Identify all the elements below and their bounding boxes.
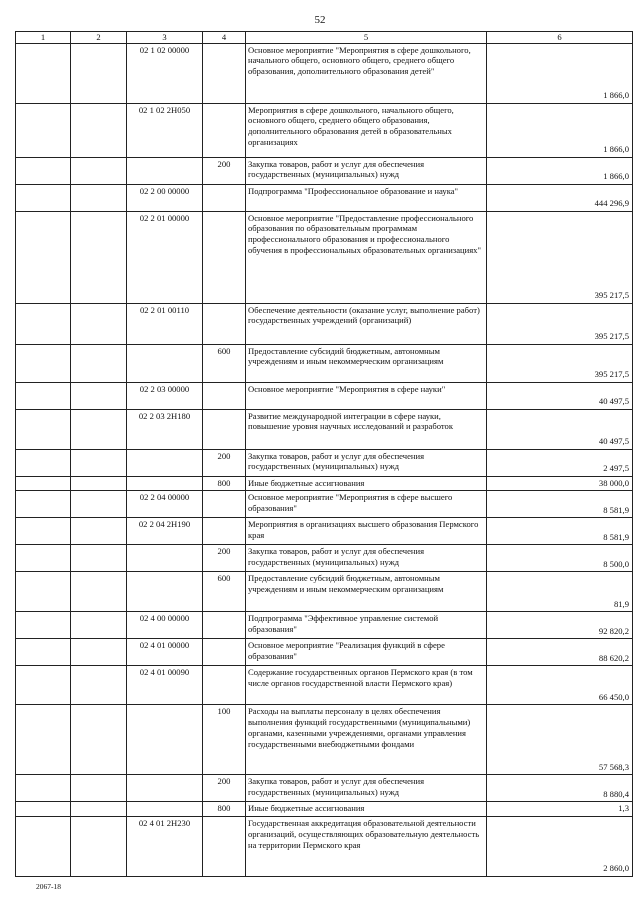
- budget-code-cell: [127, 705, 203, 775]
- col1-cell: [16, 817, 71, 877]
- expense-type-cell: 200: [203, 775, 246, 802]
- col1-cell: [16, 545, 71, 572]
- amount-cell: 92 820,2: [487, 612, 633, 639]
- budget-code-cell: 02 1 02 2Н050: [127, 103, 203, 157]
- col2-cell: [71, 545, 127, 572]
- table-row: [16, 157, 633, 184]
- col1-cell: [16, 802, 71, 817]
- item-name-cell: Основное мероприятие "Мероприятия в сфере высшего образования": [246, 491, 487, 518]
- amount-cell: 57 568,3: [487, 705, 633, 775]
- item-name-cell: Содержание государственных органов Пермского края (в том числе органов государственной власти Пермского края): [246, 666, 487, 705]
- expense-type-cell: [203, 303, 246, 344]
- item-name-cell: Государственная аккредитация образовательной деятельности организаций, осуществляющих образовательную деятельность на территории Пермского края: [246, 817, 487, 877]
- col1-cell: [16, 303, 71, 344]
- budget-code-cell: [127, 344, 203, 382]
- table-row: [16, 666, 633, 705]
- table-header: [16, 32, 633, 44]
- col2-cell: [71, 612, 127, 639]
- item-name-cell: Закупка товаров, работ и услуг для обеспечения государственных (муниципальных) нужд: [246, 545, 487, 572]
- item-name-cell: Расходы на выплаты персоналу в целях обеспечения выполнения функций государственными (муниципальными) органами, казенными учреждениями, органами управления государственными внебюджетными фондами: [246, 705, 487, 775]
- table-row: [16, 491, 633, 518]
- budget-code-cell: 02 2 04 2Н190: [127, 518, 203, 545]
- table-row: [16, 43, 633, 103]
- budget-code-cell: [127, 802, 203, 817]
- col2-cell: [71, 802, 127, 817]
- item-name-cell: Подпрограмма "Профессиональное образование и наука": [246, 184, 487, 211]
- budget-code-cell: [127, 545, 203, 572]
- expense-type-cell: [203, 409, 246, 449]
- budget-table: [15, 31, 633, 877]
- expense-type-cell: [203, 43, 246, 103]
- col2-cell: [71, 211, 127, 303]
- budget-code-cell: 02 4 01 00090: [127, 666, 203, 705]
- expense-type-cell: [203, 639, 246, 666]
- budget-code-cell: [127, 157, 203, 184]
- budget-code-cell: 02 2 04 00000: [127, 491, 203, 518]
- col2-cell: [71, 409, 127, 449]
- expense-type-cell: [203, 518, 246, 545]
- amount-cell: 444 296,9: [487, 184, 633, 211]
- header-col-2: 2: [71, 32, 127, 44]
- col2-cell: [71, 705, 127, 775]
- col1-cell: [16, 382, 71, 409]
- col2-cell: [71, 476, 127, 491]
- item-name-cell: Закупка товаров, работ и услуг для обеспечения государственных (муниципальных) нужд: [246, 449, 487, 476]
- header-col-1: 1: [16, 32, 71, 44]
- header-col-5: 5: [246, 32, 487, 44]
- col2-cell: [71, 817, 127, 877]
- col1-cell: [16, 476, 71, 491]
- item-name-cell: Основное мероприятие "Предоставление профессионального образования по образовательным программам профессионального образования и профессионального обучения в профессиональных образовательных организациях": [246, 211, 487, 303]
- col1-cell: [16, 449, 71, 476]
- budget-code-cell: [127, 775, 203, 802]
- amount-cell: 66 450,0: [487, 666, 633, 705]
- col2-cell: [71, 639, 127, 666]
- col1-cell: [16, 184, 71, 211]
- amount-cell: 1 866,0: [487, 43, 633, 103]
- item-name-cell: Закупка товаров, работ и услуг для обеспечения государственных (муниципальных) нужд: [246, 775, 487, 802]
- header-row: [16, 32, 633, 44]
- document-code: 2067-18: [36, 882, 61, 891]
- table-body: [16, 43, 633, 876]
- col1-cell: [16, 775, 71, 802]
- table-row: [16, 449, 633, 476]
- table-row: [16, 184, 633, 211]
- expense-type-cell: [203, 817, 246, 877]
- col2-cell: [71, 344, 127, 382]
- amount-cell: 395 217,5: [487, 344, 633, 382]
- col1-cell: [16, 572, 71, 612]
- item-name-cell: Закупка товаров, работ и услуг для обеспечения государственных (муниципальных) нужд: [246, 157, 487, 184]
- budget-code-cell: 02 2 01 00110: [127, 303, 203, 344]
- budget-code-cell: 02 2 03 2Н180: [127, 409, 203, 449]
- table-row: [16, 802, 633, 817]
- expense-type-cell: 100: [203, 705, 246, 775]
- expense-type-cell: [203, 382, 246, 409]
- budget-code-cell: 02 2 03 00000: [127, 382, 203, 409]
- col1-cell: [16, 344, 71, 382]
- item-name-cell: Иные бюджетные ассигнования: [246, 802, 487, 817]
- expense-type-cell: 200: [203, 157, 246, 184]
- table-row: [16, 817, 633, 877]
- budget-code-cell: [127, 476, 203, 491]
- table-row: [16, 476, 633, 491]
- col2-cell: [71, 666, 127, 705]
- expense-type-cell: 600: [203, 344, 246, 382]
- amount-cell: 88 620,2: [487, 639, 633, 666]
- header-col-4: 4: [203, 32, 246, 44]
- budget-code-cell: 02 4 00 00000: [127, 612, 203, 639]
- header-col-3: 3: [127, 32, 203, 44]
- col1-cell: [16, 518, 71, 545]
- expense-type-cell: [203, 666, 246, 705]
- expense-type-cell: 200: [203, 545, 246, 572]
- item-name-cell: Мероприятия в организациях высшего образования Пермского края: [246, 518, 487, 545]
- budget-code-cell: 02 1 02 00000: [127, 43, 203, 103]
- budget-code-cell: [127, 572, 203, 612]
- amount-cell: 1,3: [487, 802, 633, 817]
- col2-cell: [71, 449, 127, 476]
- amount-cell: 1 866,0: [487, 157, 633, 184]
- col1-cell: [16, 157, 71, 184]
- amount-cell: 38 000,0: [487, 476, 633, 491]
- item-name-cell: Мероприятия в сфере дошкольного, начального общего, основного общего, среднего общего образования, дополнительного образования детей в образовательных организациях: [246, 103, 487, 157]
- col1-cell: [16, 639, 71, 666]
- col1-cell: [16, 705, 71, 775]
- item-name-cell: Обеспечение деятельности (оказание услуг, выполнение работ) государственных учреждений (организаций): [246, 303, 487, 344]
- budget-code-cell: 02 2 00 00000: [127, 184, 203, 211]
- table-row: [16, 545, 633, 572]
- col2-cell: [71, 157, 127, 184]
- table-row: [16, 775, 633, 802]
- amount-cell: 8 500,0: [487, 545, 633, 572]
- amount-cell: 2 497,5: [487, 449, 633, 476]
- col2-cell: [71, 103, 127, 157]
- expense-type-cell: [203, 491, 246, 518]
- expense-type-cell: [203, 103, 246, 157]
- col2-cell: [71, 518, 127, 545]
- page-number: 52: [314, 14, 326, 26]
- col1-cell: [16, 103, 71, 157]
- table-row: [16, 211, 633, 303]
- amount-cell: 395 217,5: [487, 303, 633, 344]
- item-name-cell: Основное мероприятие "Мероприятия в сфере дошкольного, начального общего, основного общего, среднего общего образования, дополнительного образования детей": [246, 43, 487, 103]
- amount-cell: 2 860,0: [487, 817, 633, 877]
- col2-cell: [71, 572, 127, 612]
- table-row: [16, 344, 633, 382]
- item-name-cell: Основное мероприятие "Реализация функций в сфере образования": [246, 639, 487, 666]
- table-row: [16, 103, 633, 157]
- expense-type-cell: [203, 612, 246, 639]
- amount-cell: 40 497,5: [487, 382, 633, 409]
- amount-cell: 8 581,9: [487, 518, 633, 545]
- item-name-cell: Иные бюджетные ассигнования: [246, 476, 487, 491]
- table-row: [16, 518, 633, 545]
- amount-cell: 8 581,9: [487, 491, 633, 518]
- item-name-cell: Основное мероприятие "Мероприятия в сфере науки": [246, 382, 487, 409]
- col2-cell: [71, 43, 127, 103]
- item-name-cell: Развитие международной интеграции в сфере науки, повышение уровня научных исследований и разработок: [246, 409, 487, 449]
- col2-cell: [71, 382, 127, 409]
- col1-cell: [16, 491, 71, 518]
- col2-cell: [71, 775, 127, 802]
- budget-code-cell: 02 2 01 00000: [127, 211, 203, 303]
- budget-code-cell: 02 4 01 00000: [127, 639, 203, 666]
- col2-cell: [71, 303, 127, 344]
- header-col-6: 6: [487, 32, 633, 44]
- expense-type-cell: 200: [203, 449, 246, 476]
- expense-type-cell: 800: [203, 802, 246, 817]
- amount-cell: 8 880,4: [487, 775, 633, 802]
- col1-cell: [16, 612, 71, 639]
- expense-type-cell: 800: [203, 476, 246, 491]
- amount-cell: 40 497,5: [487, 409, 633, 449]
- amount-cell: 81,9: [487, 572, 633, 612]
- table-row: [16, 639, 633, 666]
- item-name-cell: Предоставление субсидий бюджетным, автономным учреждениям и иным некоммерческим организациям: [246, 572, 487, 612]
- col1-cell: [16, 43, 71, 103]
- table-row: [16, 409, 633, 449]
- amount-cell: 1 866,0: [487, 103, 633, 157]
- amount-cell: 395 217,5: [487, 211, 633, 303]
- budget-code-cell: [127, 449, 203, 476]
- item-name-cell: Предоставление субсидий бюджетным, автономным учреждениям и иным некоммерческим организациям: [246, 344, 487, 382]
- expense-type-cell: [203, 211, 246, 303]
- item-name-cell: Подпрограмма "Эффективное управление системой образования": [246, 612, 487, 639]
- table-row: [16, 612, 633, 639]
- col1-cell: [16, 409, 71, 449]
- expense-type-cell: 600: [203, 572, 246, 612]
- budget-code-cell: 02 4 01 2Н230: [127, 817, 203, 877]
- col1-cell: [16, 666, 71, 705]
- table-row: [16, 572, 633, 612]
- table-row: [16, 705, 633, 775]
- table-row: [16, 303, 633, 344]
- col2-cell: [71, 491, 127, 518]
- table-row: [16, 382, 633, 409]
- col2-cell: [71, 184, 127, 211]
- col1-cell: [16, 211, 71, 303]
- expense-type-cell: [203, 184, 246, 211]
